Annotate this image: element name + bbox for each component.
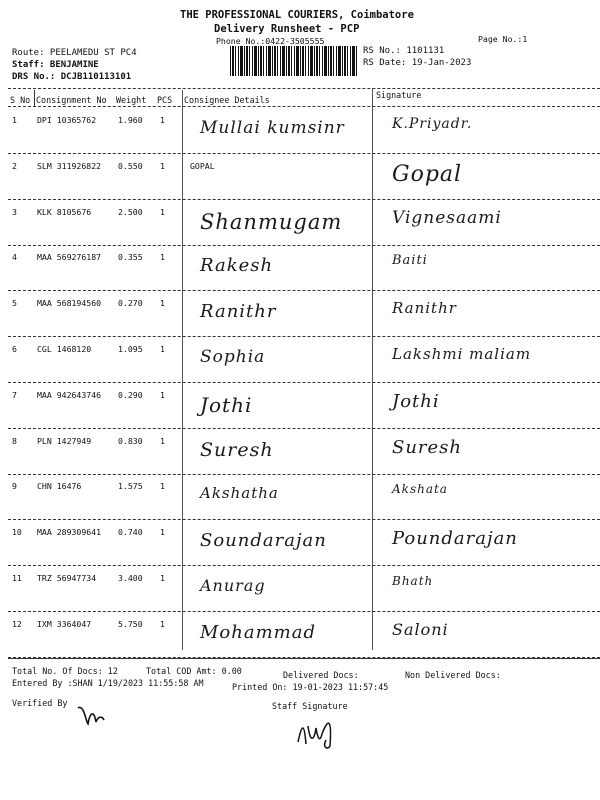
row-consignment-number: KLK 8105676 <box>37 207 92 217</box>
row-weight: 0.740 <box>118 527 143 537</box>
row-consignment-number: CGL 1468120 <box>37 344 92 354</box>
row-divider <box>8 336 600 337</box>
row-serial-number: 11 <box>12 573 22 583</box>
row-serial-number: 2 <box>12 161 17 171</box>
row-pcs: 1 <box>160 252 165 262</box>
row-weight: 1.095 <box>118 344 143 354</box>
row-consignment-number: MAA 569276187 <box>37 252 102 262</box>
row-consignment-number: MAA 289309641 <box>37 527 102 537</box>
row-pcs: 1 <box>160 298 165 308</box>
row-weight: 0.830 <box>118 436 143 446</box>
header-top-divider <box>8 88 600 89</box>
row-weight: 1.960 <box>118 115 143 125</box>
row-consignee-handwriting: Soundarajan <box>200 530 327 551</box>
verified-by-label: Verified By <box>12 698 68 708</box>
row-serial-number: 6 <box>12 344 17 354</box>
row-serial-number: 10 <box>12 527 22 537</box>
row-weight: 5.750 <box>118 619 143 629</box>
row-consignment-number: IXM 3364047 <box>37 619 92 629</box>
row-consignee-handwriting: Akshatha <box>200 484 279 502</box>
row-consignee-handwriting: Rakesh <box>200 255 274 276</box>
non-delivered-docs: Non Delivered Docs: <box>405 670 501 680</box>
row-consignee-handwriting: Mullai kumsinr <box>200 118 345 138</box>
row-pcs: 1 <box>160 481 165 491</box>
delivered-docs: Delivered Docs: <box>283 670 359 680</box>
row-signature-handwriting: Vignesaami <box>392 208 502 228</box>
row-divider <box>8 428 600 429</box>
row-signature-handwriting: Akshata <box>392 482 448 496</box>
row-consignee-handwriting: Mohammad <box>200 622 316 643</box>
row-signature-handwriting: Gopal <box>392 162 463 187</box>
row-consignee-handwriting: Suresh <box>200 439 274 461</box>
col-header-consignee: Consignee Details <box>184 95 270 105</box>
row-weight: 0.290 <box>118 390 143 400</box>
row-divider <box>8 153 600 154</box>
row-consignee-handwriting: Sophia <box>200 347 266 367</box>
page-number: Page No.:1 <box>478 34 528 44</box>
staff-signature-mark <box>292 712 352 752</box>
row-serial-number: 9 <box>12 481 17 491</box>
col-header-consignment: Consignment No <box>36 95 107 105</box>
staff-name: Staff: BENJAMINE <box>12 60 99 70</box>
row-pcs: 1 <box>160 161 165 171</box>
row-divider <box>8 199 600 200</box>
row-signature-handwriting: Poundarajan <box>392 528 518 549</box>
col-header-sno: S No <box>10 95 31 105</box>
verified-by-signature <box>74 702 108 728</box>
col-header-signature: Signature <box>376 90 422 100</box>
row-signature-handwriting: Ranithr <box>392 299 457 317</box>
row-consignee-printed-name: GOPAL <box>190 161 215 171</box>
row-weight: 1.575 <box>118 481 143 491</box>
row-pcs: 1 <box>160 344 165 354</box>
rs-number: RS No.: 1101131 <box>363 46 445 56</box>
row-serial-number: 1 <box>12 115 17 125</box>
rs-date: RS Date: 19-Jan-2023 <box>363 58 472 68</box>
row-pcs: 1 <box>160 115 165 125</box>
row-consignment-number: PLN 1427949 <box>37 436 92 446</box>
row-serial-number: 3 <box>12 207 17 217</box>
printed-on: Printed On: 19-01-2023 11:57:45 <box>232 682 389 692</box>
row-consignee-handwriting: Jothi <box>200 393 253 417</box>
footer-divider <box>8 658 600 659</box>
row-pcs: 1 <box>160 207 165 217</box>
total-docs: Total No. Of Docs: 12 <box>12 666 118 676</box>
row-divider <box>8 290 600 291</box>
row-divider <box>8 565 600 566</box>
row-weight: 2.500 <box>118 207 143 217</box>
row-signature-handwriting: Lakshmi maliam <box>392 345 532 363</box>
column-divider <box>34 90 35 106</box>
row-signature-handwriting: Baiti <box>392 253 428 268</box>
row-weight: 0.270 <box>118 298 143 308</box>
row-consignment-number: DPI 10365762 <box>37 115 97 125</box>
row-signature-handwriting: Jothi <box>392 391 440 412</box>
row-pcs: 1 <box>160 527 165 537</box>
row-consignment-number: SLM 311926822 <box>37 161 102 171</box>
row-weight: 0.355 <box>118 252 143 262</box>
header-bottom-divider <box>8 106 600 107</box>
row-consignee-handwriting: Ranithr <box>200 301 277 322</box>
row-serial-number: 4 <box>12 252 17 262</box>
entered-by: Entered By :SHAN 1/19/2023 11:55:58 AM <box>12 678 204 688</box>
row-serial-number: 7 <box>12 390 17 400</box>
row-consignment-number: MAA 568194560 <box>37 298 102 308</box>
row-divider <box>8 519 600 520</box>
row-serial-number: 5 <box>12 298 17 308</box>
column-divider <box>182 90 183 650</box>
row-divider <box>8 611 600 612</box>
row-consignment-number: CHN 16476 <box>37 481 82 491</box>
staff-signature-label: Staff Signature <box>272 701 348 711</box>
route: Route: PEELAMEDU ST PC4 <box>12 48 137 58</box>
col-header-weight: Weight <box>116 95 147 105</box>
row-pcs: 1 <box>160 436 165 446</box>
runsheet-subtitle: Delivery Runsheet - PCP <box>214 23 360 35</box>
row-consignee-handwriting: Shanmugam <box>200 210 343 234</box>
row-pcs: 1 <box>160 390 165 400</box>
row-consignment-number: TRZ 56947734 <box>37 573 97 583</box>
row-serial-number: 12 <box>12 619 22 629</box>
barcode <box>230 46 358 76</box>
row-weight: 0.550 <box>118 161 143 171</box>
row-signature-handwriting: Bhath <box>392 574 434 588</box>
row-consignee-handwriting: Anurag <box>200 576 266 595</box>
row-signature-handwriting: K.Priyadr. <box>392 116 473 132</box>
row-divider <box>8 474 600 475</box>
row-divider <box>8 245 600 246</box>
row-pcs: 1 <box>160 619 165 629</box>
col-header-pcs: PCS <box>157 95 173 105</box>
row-consignment-number: MAA 942643746 <box>37 390 102 400</box>
row-signature-handwriting: Suresh <box>392 437 463 458</box>
phone-number: Phone No.:0422-3505555 <box>216 36 325 46</box>
row-signature-handwriting: Saloni <box>392 620 449 639</box>
row-divider <box>8 382 600 383</box>
total-cod-amount: Total COD Amt: 0.00 <box>146 666 242 676</box>
row-weight: 3.400 <box>118 573 143 583</box>
row-pcs: 1 <box>160 573 165 583</box>
row-serial-number: 8 <box>12 436 17 446</box>
company-title: THE PROFESSIONAL COURIERS, Coimbatore <box>180 9 414 21</box>
drs-number: DRS No.: DCJB110113101 <box>12 72 132 82</box>
